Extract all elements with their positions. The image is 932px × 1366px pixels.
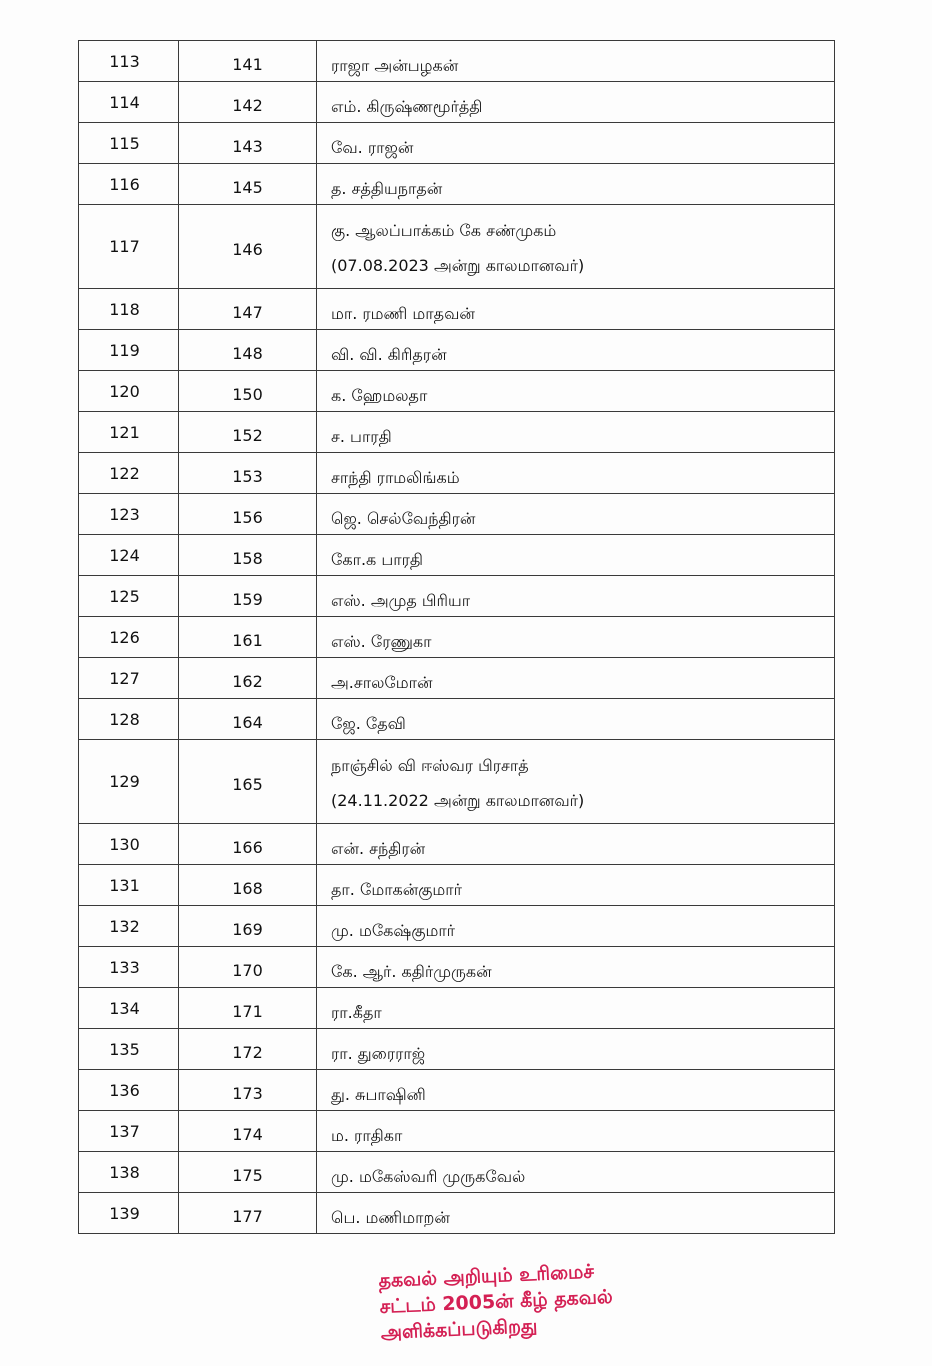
member-name: ம. ராதிகா — [331, 1125, 403, 1145]
members-table-body — [79, 41, 835, 1234]
serial-number-cell: 119 — [79, 330, 179, 371]
serial-number-cell: 131 — [79, 865, 179, 906]
member-name: ச. பாரதி — [331, 426, 392, 446]
table-row — [79, 535, 835, 576]
member-name: மா. ரமணி மாதவன் — [331, 303, 475, 323]
member-name: ஜெ. செல்வேந்திரன் — [331, 508, 476, 528]
member-name: அ.சாலமோன் — [331, 672, 433, 692]
table-row — [79, 576, 835, 617]
table-row — [79, 82, 835, 123]
member-name-cell — [317, 1029, 835, 1070]
table-row — [79, 1193, 835, 1234]
serial-number-cell: 121 — [79, 412, 179, 453]
member-name-cell — [317, 123, 835, 164]
serial-number-cell: 118 — [79, 289, 179, 330]
member-number-cell: 168 — [179, 865, 317, 906]
table-row — [79, 658, 835, 699]
table-row — [79, 494, 835, 535]
deceased-note: (24.11.2022 அன்று காலமானவர்) — [331, 790, 585, 810]
serial-number-cell: 127 — [79, 658, 179, 699]
serial-number-cell: 136 — [79, 1070, 179, 1111]
member-name-cell — [317, 494, 835, 535]
member-name-cell — [317, 1070, 835, 1111]
serial-number-cell: 134 — [79, 988, 179, 1029]
member-name-cell — [317, 453, 835, 494]
member-name-cell — [317, 1193, 835, 1234]
member-name: தா. மோகன்குமார் — [331, 879, 463, 899]
member-name-cell — [317, 576, 835, 617]
member-number-cell: 175 — [179, 1152, 317, 1193]
member-name-cell — [317, 865, 835, 906]
table-row — [79, 41, 835, 82]
serial-number-cell: 116 — [79, 164, 179, 205]
member-number-cell: 171 — [179, 988, 317, 1029]
member-number-cell: 172 — [179, 1029, 317, 1070]
table-row — [79, 164, 835, 205]
table-row — [79, 699, 835, 740]
member-number-cell: 156 — [179, 494, 317, 535]
serial-number-cell: 114 — [79, 82, 179, 123]
serial-number-cell: 122 — [79, 453, 179, 494]
serial-number-cell: 117 — [79, 205, 179, 289]
serial-number-cell: 113 — [79, 41, 179, 82]
member-number-cell: 162 — [179, 658, 317, 699]
table-row — [79, 123, 835, 164]
serial-number-cell: 124 — [79, 535, 179, 576]
serial-number-cell: 129 — [79, 740, 179, 824]
member-number-cell: 158 — [179, 535, 317, 576]
member-name-cell — [317, 371, 835, 412]
table-row — [79, 617, 835, 658]
serial-number-cell: 126 — [79, 617, 179, 658]
serial-number-cell: 123 — [79, 494, 179, 535]
serial-number-cell: 115 — [79, 123, 179, 164]
member-number-cell: 170 — [179, 947, 317, 988]
member-name: வி. வி. கிரிதரன் — [331, 344, 447, 364]
deceased-note: (07.08.2023 அன்று காலமானவர்) — [331, 255, 585, 275]
member-name-cell — [317, 740, 835, 824]
member-name-cell — [317, 988, 835, 1029]
member-number-cell: 166 — [179, 824, 317, 865]
serial-number-cell: 130 — [79, 824, 179, 865]
member-name: நாஞ்சில் வி ஈஸ்வர பிரசாத் — [331, 755, 529, 775]
member-name: கோ.க பாரதி — [331, 549, 423, 569]
member-name: ரா. துரைராஜ் — [331, 1043, 426, 1063]
table-row — [79, 412, 835, 453]
member-name-cell — [317, 289, 835, 330]
member-name: என். சந்திரன் — [331, 838, 426, 858]
member-name: ஜே. தேவி — [331, 713, 406, 733]
member-number-cell: 169 — [179, 906, 317, 947]
member-number-cell: 142 — [179, 82, 317, 123]
member-name-cell — [317, 535, 835, 576]
table-row — [79, 865, 835, 906]
serial-number-cell: 125 — [79, 576, 179, 617]
member-number-cell: 165 — [179, 740, 317, 824]
member-name-cell — [317, 1152, 835, 1193]
table-row — [79, 1111, 835, 1152]
table-row — [79, 205, 835, 289]
table-row — [79, 988, 835, 1029]
member-number-cell: 177 — [179, 1193, 317, 1234]
members-table — [78, 40, 835, 1234]
member-number-cell: 164 — [179, 699, 317, 740]
member-number-cell: 150 — [179, 371, 317, 412]
stamp-line-1: தகவல் அறியும் உரிமைச் — [378, 1260, 595, 1292]
member-number-cell: 173 — [179, 1070, 317, 1111]
member-name: ராஜா அன்பழகன் — [331, 55, 459, 75]
member-name: மு. மகேஸ்வரி முருகவேல் — [331, 1166, 526, 1186]
table-row — [79, 330, 835, 371]
member-number-cell: 161 — [179, 617, 317, 658]
member-name-cell — [317, 330, 835, 371]
table-row — [79, 906, 835, 947]
member-name: க. ஹேமலதா — [331, 385, 428, 405]
member-name: எஸ். அமுத பிரியா — [331, 590, 471, 610]
member-name: மு. மகேஷ்குமார் — [331, 920, 456, 940]
table-row — [79, 289, 835, 330]
table-row — [79, 740, 835, 824]
member-name-cell — [317, 41, 835, 82]
member-name: சாந்தி ராமலிங்கம் — [331, 467, 460, 487]
member-name: ரா.கீதா — [331, 1002, 382, 1022]
member-number-cell: 145 — [179, 164, 317, 205]
stamp-line-3: அளிக்கப்படுகிறது — [380, 1315, 538, 1344]
member-name: கு. ஆலப்பாக்கம் கே சண்முகம் — [331, 220, 557, 240]
member-name-cell — [317, 906, 835, 947]
table-row — [79, 824, 835, 865]
table-row — [79, 1070, 835, 1111]
member-name-cell — [317, 82, 835, 123]
member-name-cell — [317, 205, 835, 289]
table-row — [79, 947, 835, 988]
member-number-cell: 141 — [179, 41, 317, 82]
serial-number-cell: 120 — [79, 371, 179, 412]
rti-stamp — [378, 1255, 681, 1346]
serial-number-cell: 135 — [79, 1029, 179, 1070]
member-number-cell: 174 — [179, 1111, 317, 1152]
member-name-cell — [317, 617, 835, 658]
stamp-line-2: சட்டம் 2005ன் கீழ் தகவல் — [379, 1285, 614, 1318]
member-name-cell — [317, 824, 835, 865]
member-number-cell: 159 — [179, 576, 317, 617]
member-number-cell: 147 — [179, 289, 317, 330]
member-name: வே. ராஜன் — [331, 137, 414, 157]
member-name-cell — [317, 699, 835, 740]
table-row — [79, 371, 835, 412]
member-name-cell — [317, 1111, 835, 1152]
member-name: த. சத்தியநாதன் — [331, 178, 443, 198]
member-name: கே. ஆர். கதிர்முருகன் — [331, 961, 492, 981]
member-name-cell — [317, 947, 835, 988]
member-name: பெ. மணிமாறன் — [331, 1207, 450, 1227]
serial-number-cell: 133 — [79, 947, 179, 988]
member-number-cell: 152 — [179, 412, 317, 453]
member-name: து. சுபாஷினி — [331, 1084, 426, 1104]
member-number-cell: 153 — [179, 453, 317, 494]
serial-number-cell: 137 — [79, 1111, 179, 1152]
member-name-cell — [317, 658, 835, 699]
member-name-cell — [317, 164, 835, 205]
member-name-cell — [317, 412, 835, 453]
member-name: எம். கிருஷ்ணமூர்த்தி — [331, 96, 483, 116]
member-number-cell: 143 — [179, 123, 317, 164]
table-row — [79, 453, 835, 494]
serial-number-cell: 132 — [79, 906, 179, 947]
table-row — [79, 1029, 835, 1070]
serial-number-cell: 139 — [79, 1193, 179, 1234]
member-name: எஸ். ரேணுகா — [331, 631, 432, 651]
serial-number-cell: 128 — [79, 699, 179, 740]
member-number-cell: 148 — [179, 330, 317, 371]
table-row — [79, 1152, 835, 1193]
serial-number-cell: 138 — [79, 1152, 179, 1193]
member-number-cell: 146 — [179, 205, 317, 289]
